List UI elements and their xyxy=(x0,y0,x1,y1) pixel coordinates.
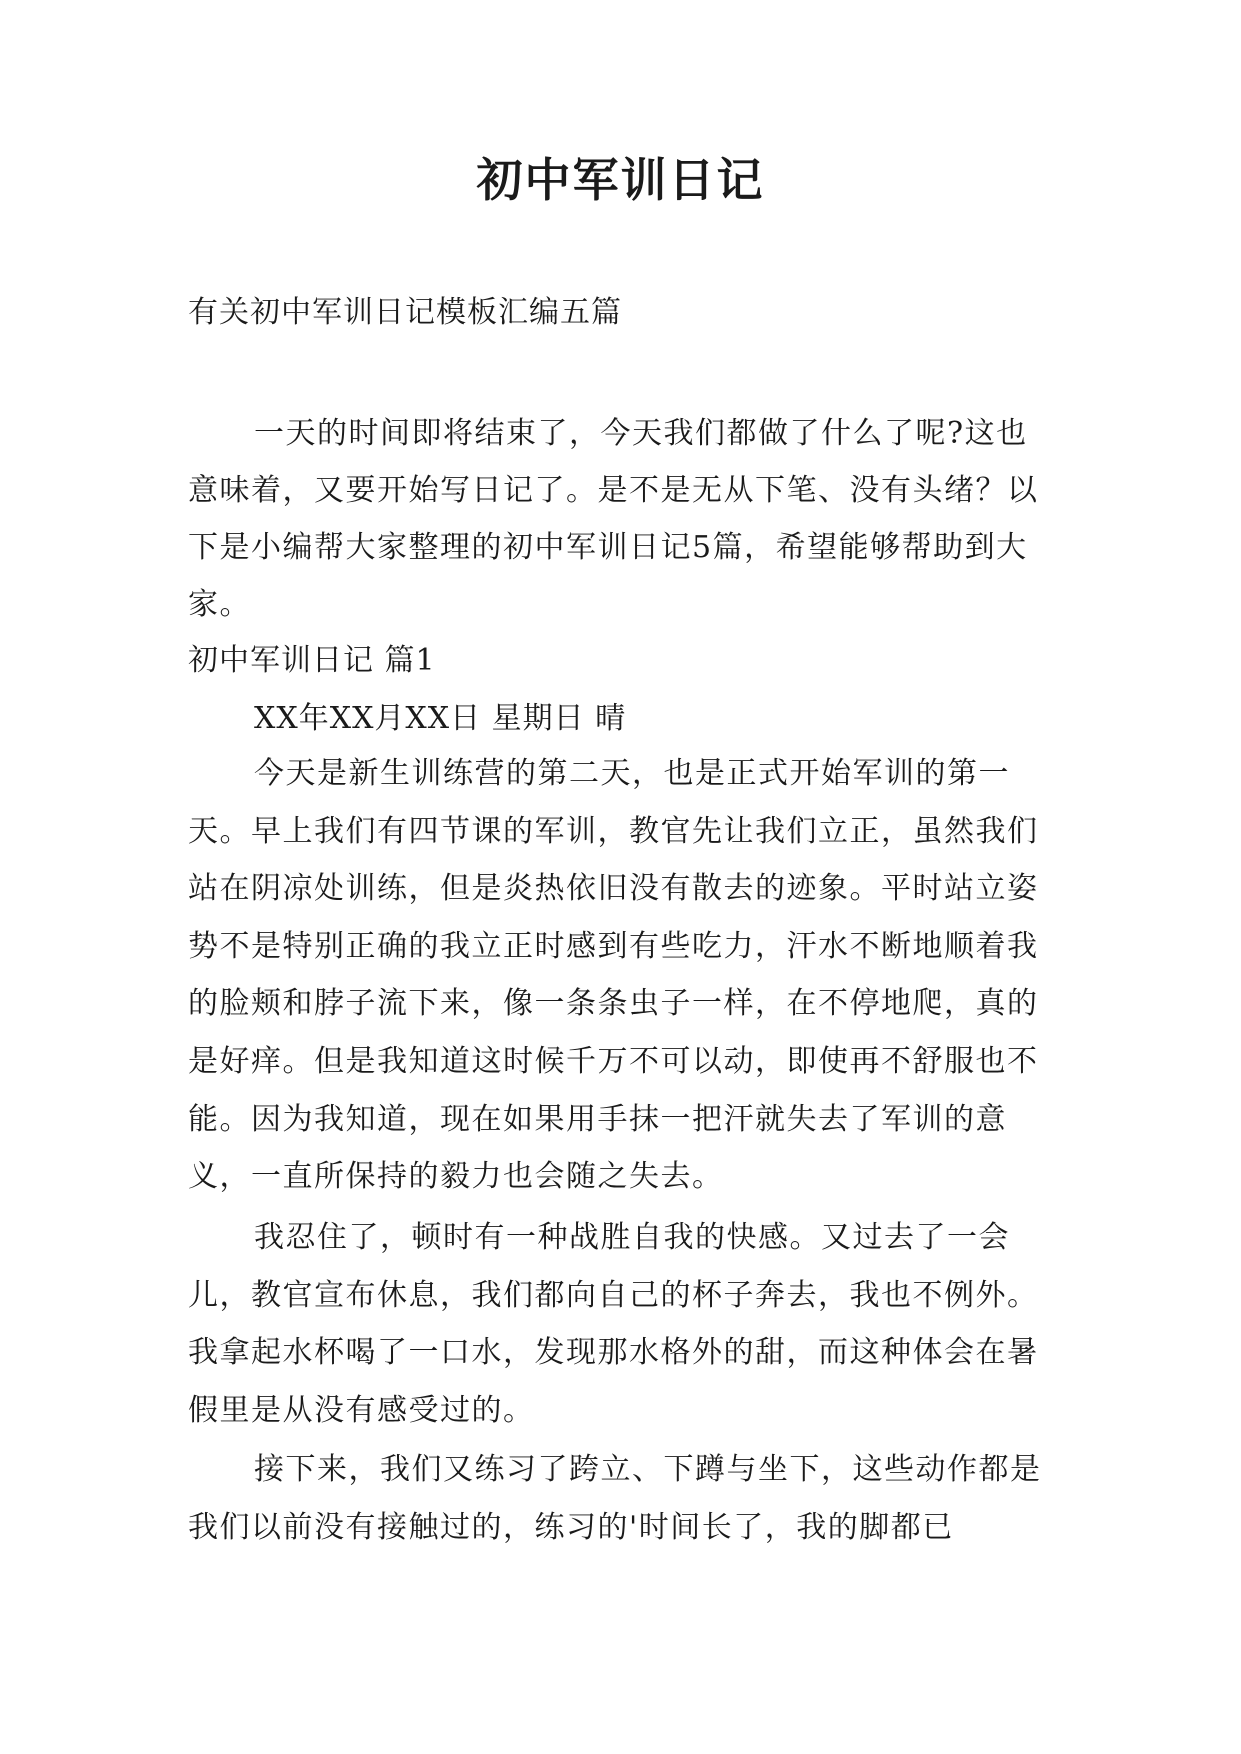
intro-paragraph: 一天的时间即将结束了，今天我们都做了什么了呢?这也意味着，又要开始写日记了。是不是无从下笔、没有头绪？以下是小编帮大家整理的初中军训日记5篇，希望能够帮助到大家。 xyxy=(188,416,1039,622)
body-paragraph: 接下来，我们又练习了跨立、下蹲与坐下，这些动作都是我们以前没有接触过的，练习的'时间长了，我的脚都已 xyxy=(188,1452,1042,1545)
document-subtitle: 有关初中军训日记模板汇编五篇 xyxy=(188,295,622,330)
body-paragraph: 我忍住了，顿时有一种战胜自我的快感。又过去了一会儿，教官宣布休息，我们都向自己的杯子奔去，我也不例外。我拿起水杯喝了一口水，发现那水格外的甜，而这种体会在暑假里是从没有感受过的。 xyxy=(188,1220,1039,1428)
section-heading: 初中军训日记 篇1 xyxy=(188,643,436,678)
document-title: 初中军训日记 xyxy=(476,153,765,207)
diary-date-line: XX年XX月XX日 星期日 晴 xyxy=(254,701,627,736)
body-paragraph: 今天是新生训练营的第二天，也是正式开始军训的第一天。早上我们有四节课的军训，教官先让我们立正，虽然我们站在阴凉处训练，但是炎热依旧没有散去的迹象。平时站立姿势不是特别正确的我立正时感到有些吃力，汗水不断地顺着我的脸颊和脖子流下来，像一条条虫子一样，在不停地爬，真的是好痒。但是我知道这时候千万不可以动，即使再不舒服也不能。因为我知道，现在如果用手抹一把汗就失去了军训的意义，一直所保持的毅力也会随之失去。 xyxy=(188,756,1039,1195)
